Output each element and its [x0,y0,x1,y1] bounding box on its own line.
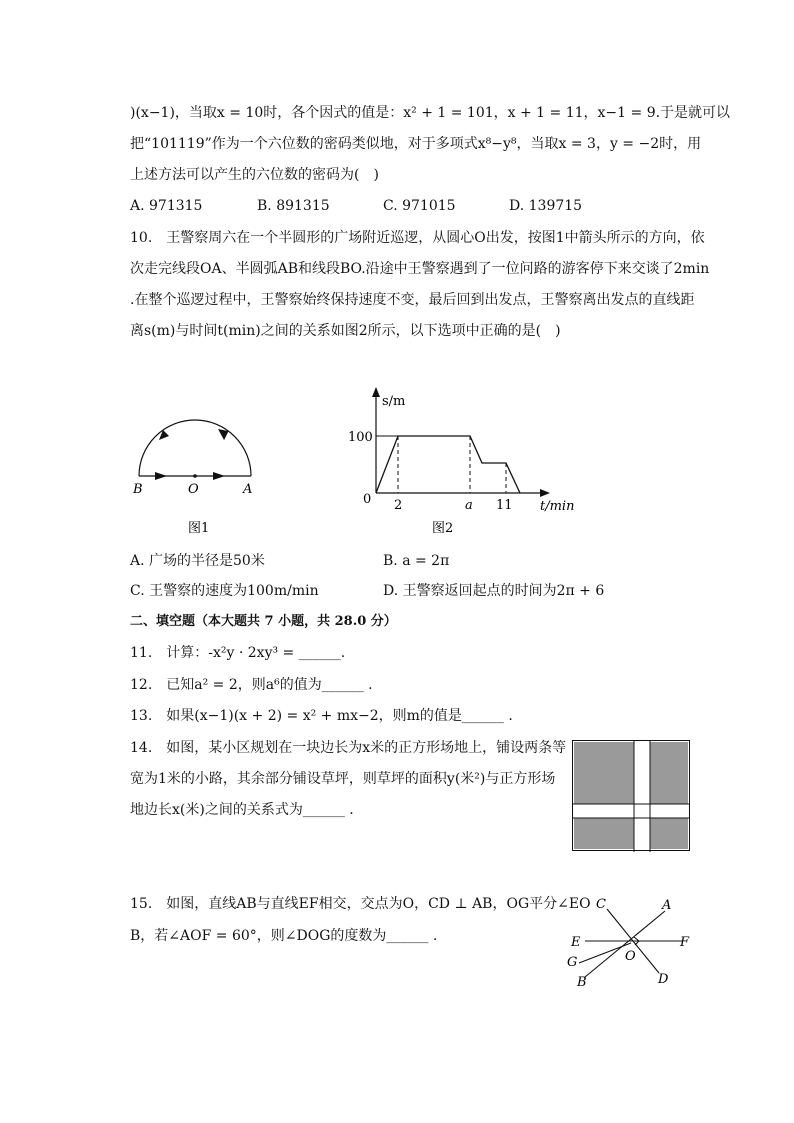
label-b: B [577,975,587,990]
line-ab [585,911,665,977]
y-axis-label: s/m [382,394,406,409]
q14-line-2: 宽为1米的小路，其余部分铺设草坪，则草坪的面积y(米²)与正方形场 [130,771,556,787]
q9-option-c: C. 971015 [383,198,456,214]
q14-line-3: 地边长x(米)之间的关系式为______ . [130,802,354,818]
figure-1-semicircle [125,410,265,540]
lawn-top-left [574,742,634,804]
q15-line-1: 15. 如图，直线AB与直线EF相交，交点为O，CD ⊥ AB，OG平分∠EO [130,896,591,912]
arrow-right-icon [155,472,167,480]
label-b: B [133,482,143,497]
x-axis-label: t/min [540,499,575,514]
q9-line-3: 上述方法可以产生的六位数的密码为( ) [130,167,379,183]
q9-option-b: B. 891315 [257,198,330,214]
label-c: C [596,897,606,912]
figure-square-lawn [572,740,690,852]
label-a: A [662,898,672,913]
q12-text: 12. 已知a² = 2，则a⁶的值为______ . [130,677,373,693]
arrow-arc-icon [218,427,230,441]
q10-option-d: D. 王警察返回起点的时间为2π + 6 [383,583,605,599]
q9-option-a: A. 971315 [130,198,203,214]
label-f: F [680,935,690,950]
figure-intersecting-lines [565,893,700,991]
x-axis-arrow-icon [540,489,550,497]
figure-2-graph [340,385,585,540]
section-title-fill-blank: 二、填空题（本大题共 7 小题，共 28.0 分） [130,614,397,629]
x-tick-11: 11 [496,498,513,513]
label-o: O [625,949,636,964]
lawn-bottom-right [650,818,688,849]
q10-line-3: .在整个巡逻过程中，王警察始终保持速度不变，最后回到出发点，王警察离出发点的直线距 [130,292,695,308]
x-tick-2: 2 [394,498,403,513]
y-axis-arrow-icon [372,387,380,397]
q9-line-2: 把“101119”作为一个六位数的密码类似地，对于多项式x⁸−y⁸，当取x = 3，y = −2时，用 [130,136,702,152]
arrow-right-icon [213,472,225,480]
q10-option-b: B. a = 2π [383,553,450,569]
q14-line-1: 14. 如图，某小区规划在一块边长为x米的正方形场地上，铺设两条等 [130,740,567,756]
lawn-bottom-left [574,818,634,849]
q15-line-2: B，若∠AOF = 60°，则∠DOG的度数为______ . [130,928,438,944]
semicircle-arc [139,420,251,476]
q10-line-4: 离s(m)与时间t(min)之间的关系如图2所示，以下选项中正确的是( ) [130,323,561,339]
label-e: E [571,935,581,950]
y-tick-100: 100 [348,430,373,445]
q10-line-2: 次走完线段OA、半圆弧AB和线段BO.沿途中王警察遇到了一位问路的游客停下来交谈了2min [130,261,710,277]
x-tick-a: a [465,498,473,513]
label-a: A [243,482,253,497]
lawn-top-right [650,742,688,804]
q10-line-1: 10. 王警察周六在一个半圆形的广场附近巡逻，从圆心O出发，按图1中箭头所示的方向，依 [130,230,705,246]
label-g: G [567,955,578,970]
q9-option-d: D. 139715 [509,198,583,214]
q10-option-c: C. 王警察的速度为100m/min [130,583,319,599]
q13-text: 13. 如果(x−1)(x + 2) = x² + mx−2，则m的值是______ . [130,708,513,724]
origin-label: 0 [363,492,372,507]
figure-1-caption: 图1 [188,521,210,536]
center-point [193,474,197,478]
q10-option-a: A. 广场的半径是50米 [130,553,265,569]
q11-text: 11. 计算：-x²y · 2xy³ = ______. [130,645,346,661]
label-d: D [658,972,669,987]
q9-line-1: )(x−1)，当取x = 10时，各个因式的值是：x² + 1 = 101，x + 1 = 11，x−1 = 9.于是就可以 [130,105,731,121]
label-o: O [188,482,199,497]
figure-2-caption: 图2 [432,521,454,536]
